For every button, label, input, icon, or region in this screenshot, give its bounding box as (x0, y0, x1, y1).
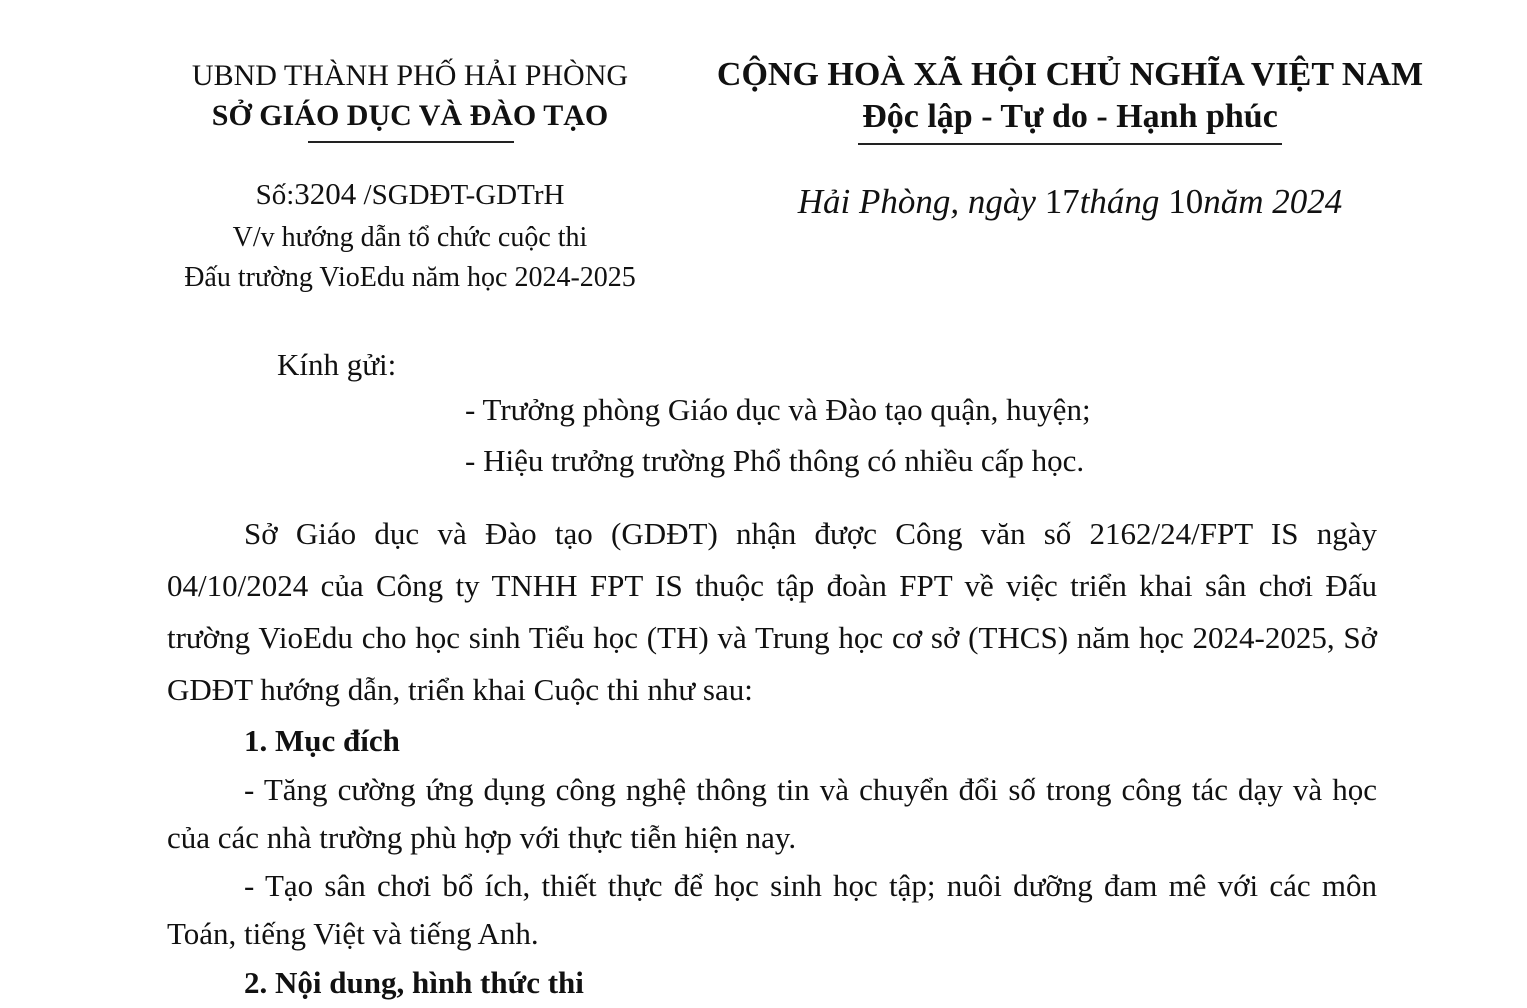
date-month-label: tháng (1079, 182, 1169, 221)
recipient-item: - Hiệu trưởng trường Phổ thông có nhiều cấp học. (465, 443, 1085, 478)
document-number (150, 174, 670, 215)
subject-line-2: Đấu trường VioEdu năm học 2024-2025 (184, 262, 636, 293)
doc-number-suffix: /SGDĐT-GDTrH (356, 179, 565, 211)
date-year: năm 2024 (1203, 182, 1343, 221)
org-name: UBND THÀNH PHỐ HẢI PHÒNG (191, 59, 629, 92)
right-header-underline (858, 143, 1282, 145)
document-subject (150, 218, 670, 298)
section-1-heading: 1. Mục đích (244, 723, 400, 758)
doc-number-value: 3204 (294, 176, 357, 211)
recipient-item: - Trưởng phòng Giáo dục và Đào tạo quận, huyện; (465, 392, 1091, 427)
date-day: 17 (1044, 182, 1080, 221)
national-motto: Độc lập - Tự do - Hạnh phúc (862, 98, 1278, 135)
intro-paragraph: Sở Giáo dục và Đào tạo (GDĐT) nhận được Công văn số 2162/24/FPT IS ngày 04/10/2024 của Công ty TNHH FPT IS thuộc tập đoàn FPT về việc triển khai sân chơi Đấu trường VioEdu cho học sinh Tiểu học (TH) và Trung học cơ sở (THCS) năm học 2024-2025, Sở GDĐT hướng dẫn, triển khai Cuộc thi như sau: (167, 516, 1377, 707)
recipients-list (465, 384, 1091, 486)
date-month: 10 (1168, 182, 1204, 221)
section-1-item: - Tạo sân chơi bổ ích, thiết thực để học sinh học tập; nuôi dưỡng đam mê với các môn Toán, tiếng Việt và tiếng Anh. (167, 868, 1377, 951)
section-2-heading: 2. Nội dung, hình thức thi (244, 965, 584, 1000)
section-1-item: - Tăng cường ứng dụng công nghệ thông tin và chuyển đổi số trong công tác dạy và học của các nhà trường phù hợp với thực tiễn hiện nay. (167, 772, 1377, 855)
recipients-label: Kính gửi: (277, 347, 397, 382)
document-body (167, 508, 1377, 1008)
issuing-authority (150, 56, 670, 136)
left-header-underline (308, 141, 514, 143)
date-place: Hải Phòng, ngày (797, 182, 1045, 221)
national-heading (700, 54, 1440, 138)
nation-name: CỘNG HOÀ XÃ HỘI CHỦ NGHĨA VIỆT NAM (716, 56, 1424, 93)
subject-line-1: V/v hướng dẫn tổ chức cuộc thi (232, 222, 588, 253)
doc-number-prefix: Số: (255, 179, 295, 211)
document-date (700, 180, 1440, 224)
department-name: SỞ GIÁO DỤC VÀ ĐÀO TẠO (211, 99, 609, 132)
